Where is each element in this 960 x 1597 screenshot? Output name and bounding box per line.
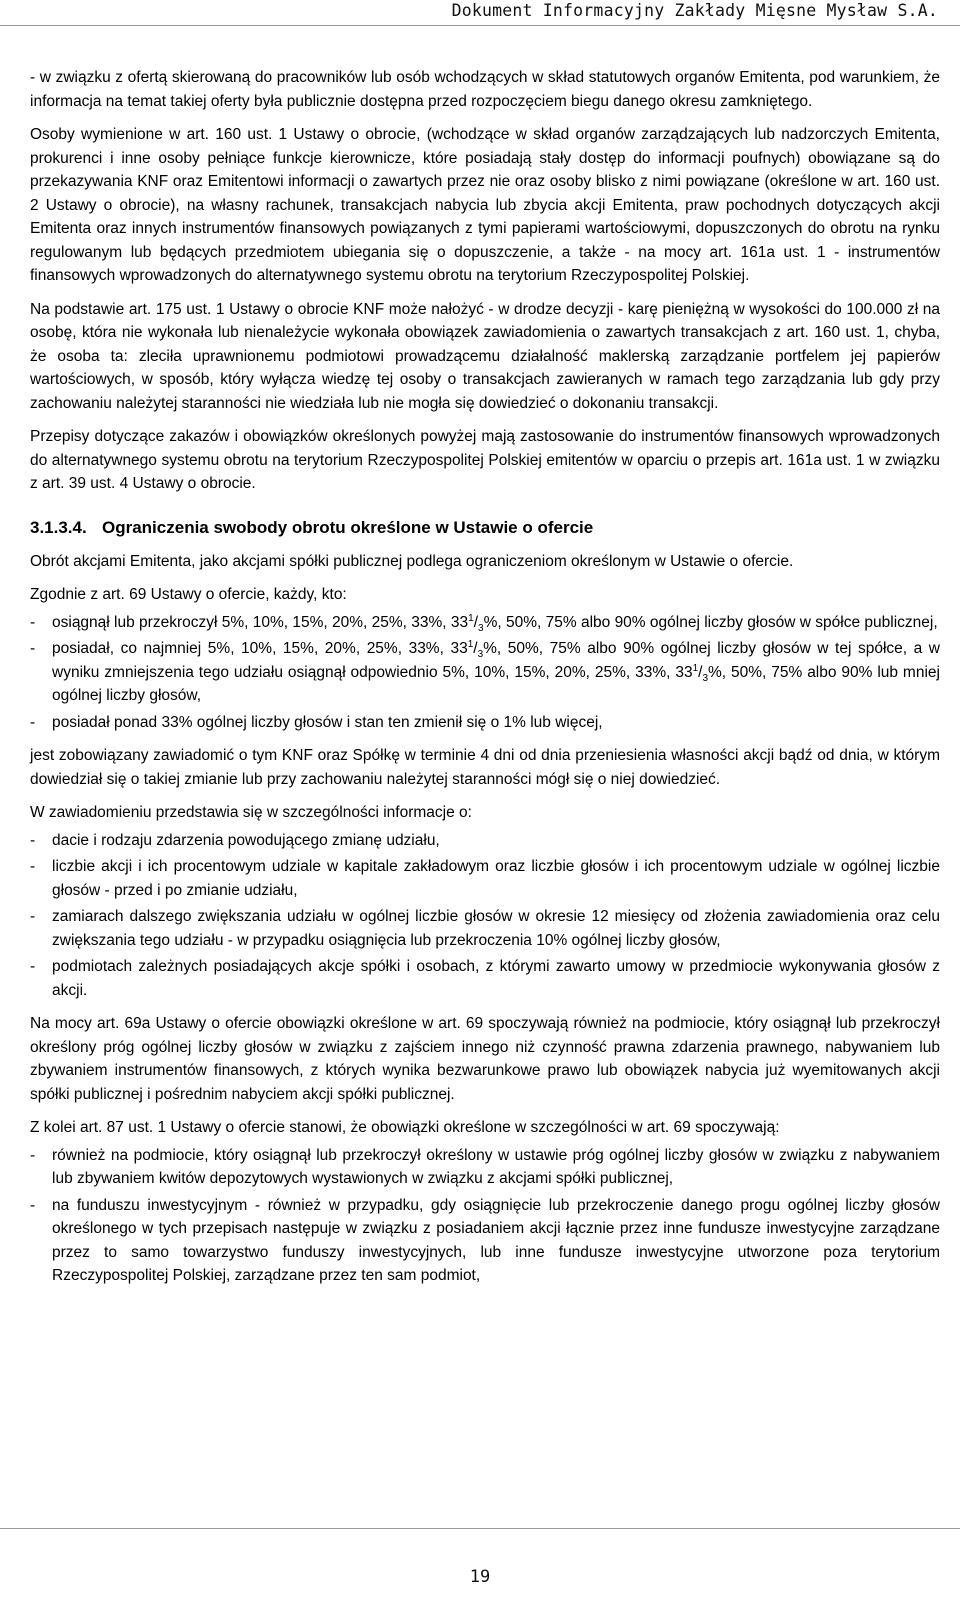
art69-thresholds-list [30,611,940,735]
page-body [30,66,940,1298]
paragraph-art69-tail: jest zobowiązany zawiadomić o tym KNF oraz Spółkę w terminie 4 dni od dnia przeniesienia własności akcji bądź od dnia, w którym dowiedział się o takiej zmianie lub przy zachowaniu należytej staranności mógł się o niej dowiedzieć. [30,747,940,788]
section-title: Ograniczenia swobody obrotu określone w Ustawie o ofercie [102,517,594,537]
footer-rule [0,1528,960,1529]
paragraph-art69-lead: Zgodnie z art. 69 Ustawy o ofercie, każdy, kto: [30,586,347,603]
paragraph-asi-applicability: Przepisy dotyczące zakazów i obowiązków określonych powyżej mają zastosowanie do instrumentów finansowych wprowadzonych do alternatywnego systemu obrotu na terytorium Rzeczypospolitej Polskiej emitentów w oparciu o przepis art. 161a ust. 1 w związku z art. 39 ust. 4 Ustawy o obrocie. [30,428,940,492]
page-number: 19 [469,1567,491,1587]
list-item: - zamiarach dalszego zwiększania udziału w ogólnej liczbie głosów w okresie 12 miesięcy od złożenia zawiadomienia oraz celu zwiększania tego udziału - w przypadku osiągnięcia lub przekroczenia 10% ogólnej liczby głosów, [30,905,940,952]
running-header: Dokument Informacyjny Zakłady Mięsne Mysław S.A. [451,1,938,20]
header-rule [0,25,960,26]
paragraph-art175-penalty: Na podstawie art. 175 ust. 1 Ustawy o obrocie KNF może nałożyć - w drodze decyzji - karę pieniężną w wysokości do 100.000 zł na osobę, która nie wykonała lub nienależycie wykonała obowiązek zawiadomienia o zawartych transakcjach z art. 160 ust. 1, chyba, że osoba ta: zleciła uprawnionemu podmiotowi prowadzącemu działalność maklerską zarządzanie portfelem jej papierów wartościowych, w sposób, który wyłącza wiedzę tej osoby o transakcjach zawieranych w ramach tego zarządzania lub gdy przy zachowaniu należytej staranności nie wiedziała lub nie mogła się dowiedzieć o dokonaniu transakcji. [30,300,940,412]
paragraph-art87-lead: Z kolei art. 87 ust. 1 Ustawy o ofercie stanowi, że obowiązki określone w szczególności w art. 69 spoczywają: [30,1119,780,1136]
list-item: - liczbie akcji i ich procentowym udziale w kapitale zakładowym oraz liczbie głosów i ich procentowym udziale w ogólnej liczbie głosów - przed i po zmianie udziału, [30,855,940,902]
list-item: - podmiotach zależnych posiadających akcje spółki i osobach, z którymi zawarto umowy w przedmiocie wykonywania głosów z akcji. [30,955,940,1002]
list-item: - również na podmiocie, który osiągnął lub przekroczył określony w ustawie próg ogólnej liczby głosów w związku z nabywaniem lub zbywaniem kwitów depozytowych wystawionych w związku z akcjami spółki publicznej, [30,1144,940,1191]
paragraph-section-intro: Obrót akcjami Emitenta, jako akcjami spółki publicznej podlega ograniczeniom określonym w Ustawie o ofercie. [30,552,794,570]
section-heading [30,516,940,540]
section-number: 3.1.3.4. [30,517,87,537]
paragraph-closed-period-exception: - w związku z ofertą skierowaną do pracowników lub osób wchodzących w skład statutowych organów Emitenta, pod warunkiem, że informacja na temat takiej oferty była publicznie dostępna przed rozpoczęciem biegu danego okresu zamkniętego. [30,69,940,110]
paragraph-art160-obligation: Osoby wymienione w art. 160 ust. 1 Ustawy o obrocie, (wchodzące w skład organów zarządzających lub nadzorczych Emitenta, prokurenci i inne osoby pełniące funkcje kierownicze, które posiadają stały dostęp do informacji poufnych) obowiązane są do przekazywania KNF oraz Emitentowi informacji o zawartych przez nie oraz osoby blisko z nimi powiązane (określone w art. 160 ust. 2 Ustawy o obrocie), na własny rachunek, transakcjach nabycia lub zbycia akcji Emitenta, praw pochodnych dotyczących akcji Emitenta oraz innych instrumentów finansowych powiązanych z tymi papierami wartościowymi, dopuszczonych do obrotu na rynku regulowanym lub będących przedmiotem ubiegania się o dopuszczenie, a także - na mocy art. 161a ust. 1 - instrumentów finansowych wprowadzonych do alternatywnego systemu obrotu na terytorium Rzeczypospolitej Polskiej. [30,126,940,284]
list-item: - posiadał ponad 33% ogólnej liczby głosów i stan ten zmienił się o 1% lub więcej, [30,711,940,735]
notice-contents-list [30,829,940,1003]
list-item: - posiadał, co najmniej 5%, 10%, 15%, 20%, 25%, 33%, $33^1/_3\%$, 50%, 75% albo 90% ogólnej liczby głosów w tej spółce, a w wyniku zmniejszenia tego udziału osiągnął odpowiednio 5%, 10%, 15%, 20%, 25%, 33%, $33^1/_3\%$, 50%, 75% albo 90% lub mniej ogólnej liczby głosów, [30,637,940,708]
paragraph-notice-lead: W zawiadomieniu przedstawia się w szczególności informacje o: [30,804,472,821]
paragraph-art69a: Na mocy art. 69a Ustawy o ofercie obowiązki określone w art. 69 spoczywają również na podmiocie, który osiągnął lub przekroczył określony próg ogólnej liczby głosów w związku z zajściem innego niż czynność prawna zdarzenia prawnego, nabywaniem lub zbywaniem instrumentów finansowych, z których wynika bezwarunkowe prawo lub obowiązek nabycia już wyemitowanych akcji spółki publicznej i pośrednim nabyciem akcji spółki publicznej. [30,1015,940,1103]
list-item: - osiągnął lub przekroczył 5%, 10%, 15%, 20%, 25%, 33%, $33^1/_3\%$, 50%, 75% albo 90% ogólnej liczby głosów w spółce publicznej, [30,611,940,635]
art87-obligations-list [30,1144,940,1288]
list-item: - dacie i rodzaju zdarzenia powodującego zmianę udziału, [30,829,940,853]
list-item: - na funduszu inwestycyjnym - również w przypadku, gdy osiągnięcie lub przekroczenie danego progu ogólnej liczby głosów określonego w tych przepisach następuje w związku z posiadaniem akcji łącznie przez inne fundusze inwestycyjne zarządzane przez to samo towarzystwo funduszy inwestycyjnych, lub inne fundusze inwestycyjne utworzone poza terytorium Rzeczypospolitej Polskiej, zarządzane przez ten sam podmiot, [30,1194,940,1288]
